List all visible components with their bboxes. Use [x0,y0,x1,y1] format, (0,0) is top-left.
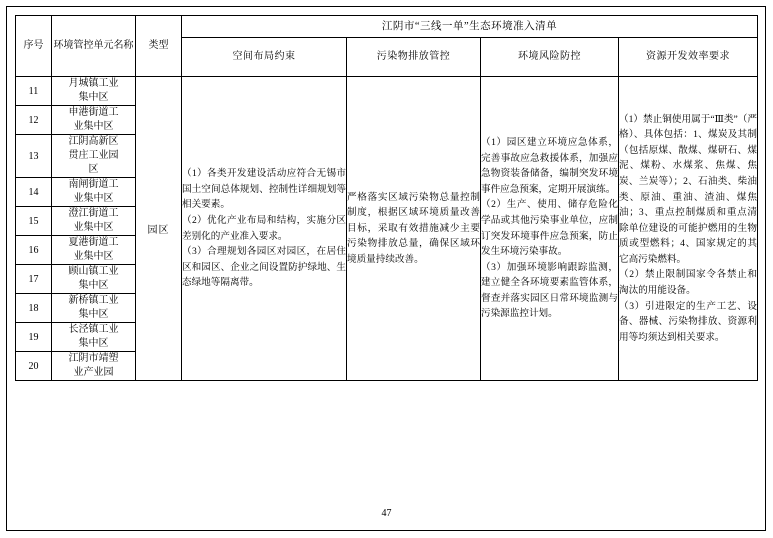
paragraph: （2）优化产业布局和结构，实施分区差别化的产业准入要求。 [182,214,346,242]
row-seq: 20 [16,352,52,381]
unit-line: 月城镇工业 [68,78,119,89]
row-seq: 17 [16,265,52,294]
row-unit-name [52,135,136,178]
unit-line: 集中区 [78,92,109,103]
header-seq: 序号 [16,16,52,77]
header-type: 类型 [136,16,182,77]
row-unit-name [52,207,136,236]
unit-line: 申港街道工 [68,107,119,118]
cell-resource-efficiency [619,77,758,381]
row-unit-name [52,294,136,323]
paragraph: （3）合理规划各园区对园区，在居住区和园区、企业之间设置防护绿地、生态绿地等隔离带。 [182,246,346,289]
unit-line: 澄江街道工 [68,208,119,219]
cell-spatial-constraint [182,77,347,381]
unit-line: 集中区 [78,280,109,291]
row-seq: 14 [16,178,52,207]
row-unit-name [52,77,136,106]
cell-pollution-control: 严格落实区域污染物总量控制制度，根据区域环境质量改善目标，采取有效措施减少主要污染物排放总量，确保区域环境质量持续改善。 [347,77,481,381]
paragraph: （2）生产、使用、储存危险化学品或其他污染事业单位，应制订突发环境事件应急预案，防止发生环境污染事故。 [481,199,618,258]
unit-line: 业集中区 [73,251,114,262]
row-seq: 12 [16,106,52,135]
paragraph: （3）引进限定的生产工艺、设备、器械、污染物排放、资源利用等均须达到相关要求。 [619,300,758,343]
unit-line: 业集中区 [73,193,114,204]
header-risk-prevention: 环境风险防控 [481,38,619,77]
row-seq: 19 [16,323,52,352]
row-unit-name [52,236,136,265]
unit-line: 夏港街道工 [68,237,119,248]
row-unit-name [52,265,136,294]
unit-line: 江阴高新区 [68,136,119,147]
header-pollution-control: 污染物排放管控 [347,38,481,77]
cell-risk-prevention [481,77,619,381]
unit-line: 业产业园 [73,367,114,378]
row-seq: 16 [16,236,52,265]
table-header-row-1 [16,16,758,38]
unit-line: 南闸街道工 [68,179,119,190]
row-unit-name [52,178,136,207]
row-unit-name [52,352,136,381]
unit-line: 业集中区 [73,222,114,233]
row-seq: 18 [16,294,52,323]
row-type: 园区 [136,77,182,381]
row-seq: 11 [16,77,52,106]
unit-line: 区 [88,164,99,175]
paragraph: （1）园区建立环境应急体系，完善事故应急救援体系，加强应急物资装备储备，编制突发环境事件应急预案，定期开展演练。 [481,136,618,195]
page-number: 47 [381,508,392,519]
row-unit-name [52,323,136,352]
table-row [16,77,758,106]
paragraph: （3）加强环境影响跟踪监测，建立健全各环境要素监管体系，督查并落实园区日常环境监测与污染源监控计划。 [481,261,618,320]
paragraph: （2）禁止限制国家令各禁止和淘汰的用能设备。 [619,269,758,297]
unit-line: 江阴市靖塑 [68,353,119,364]
unit-line: 贯庄工业园 [68,150,119,161]
row-unit-name [52,106,136,135]
header-banner: 江阴市“三线一单”生态环境准入清单 [182,16,758,38]
header-resource-efficiency: 资源开发效率要求 [619,38,758,77]
unit-line: 长泾镇工业 [68,324,119,335]
row-seq: 13 [16,135,52,178]
paragraph: （1）禁止铜使用属于“Ⅲ类”（严格）、具体包括：1、煤炭及其制（包括原煤、散煤、煤研石、煤泥、煤粉、水煤浆、焦煤、焦炭、兰炭等）；2、石油类、柴油类、原油、重油、渣油、煤焦油；3、重点控制煤质和重点清除单位建设的可能护燃用的生物质或型燃料；4、国家规定的其它高污染燃料。 [619,113,758,265]
unit-line: 集中区 [78,338,109,349]
emission-access-list-table [15,15,758,381]
header-spatial-constraint: 空间布局约束 [182,38,347,77]
paragraph: （1）各类开发建设活动应符合无锡市国土空间总体规划、控制性详细规划等相关要素。 [182,168,346,211]
unit-line: 业集中区 [73,121,114,132]
unit-line: 集中区 [78,309,109,320]
unit-line: 顾山镇工业 [68,266,119,277]
row-seq: 15 [16,207,52,236]
header-unit-name: 环境管控单元名称 [52,16,136,77]
unit-line: 新桥镇工业 [68,295,119,306]
